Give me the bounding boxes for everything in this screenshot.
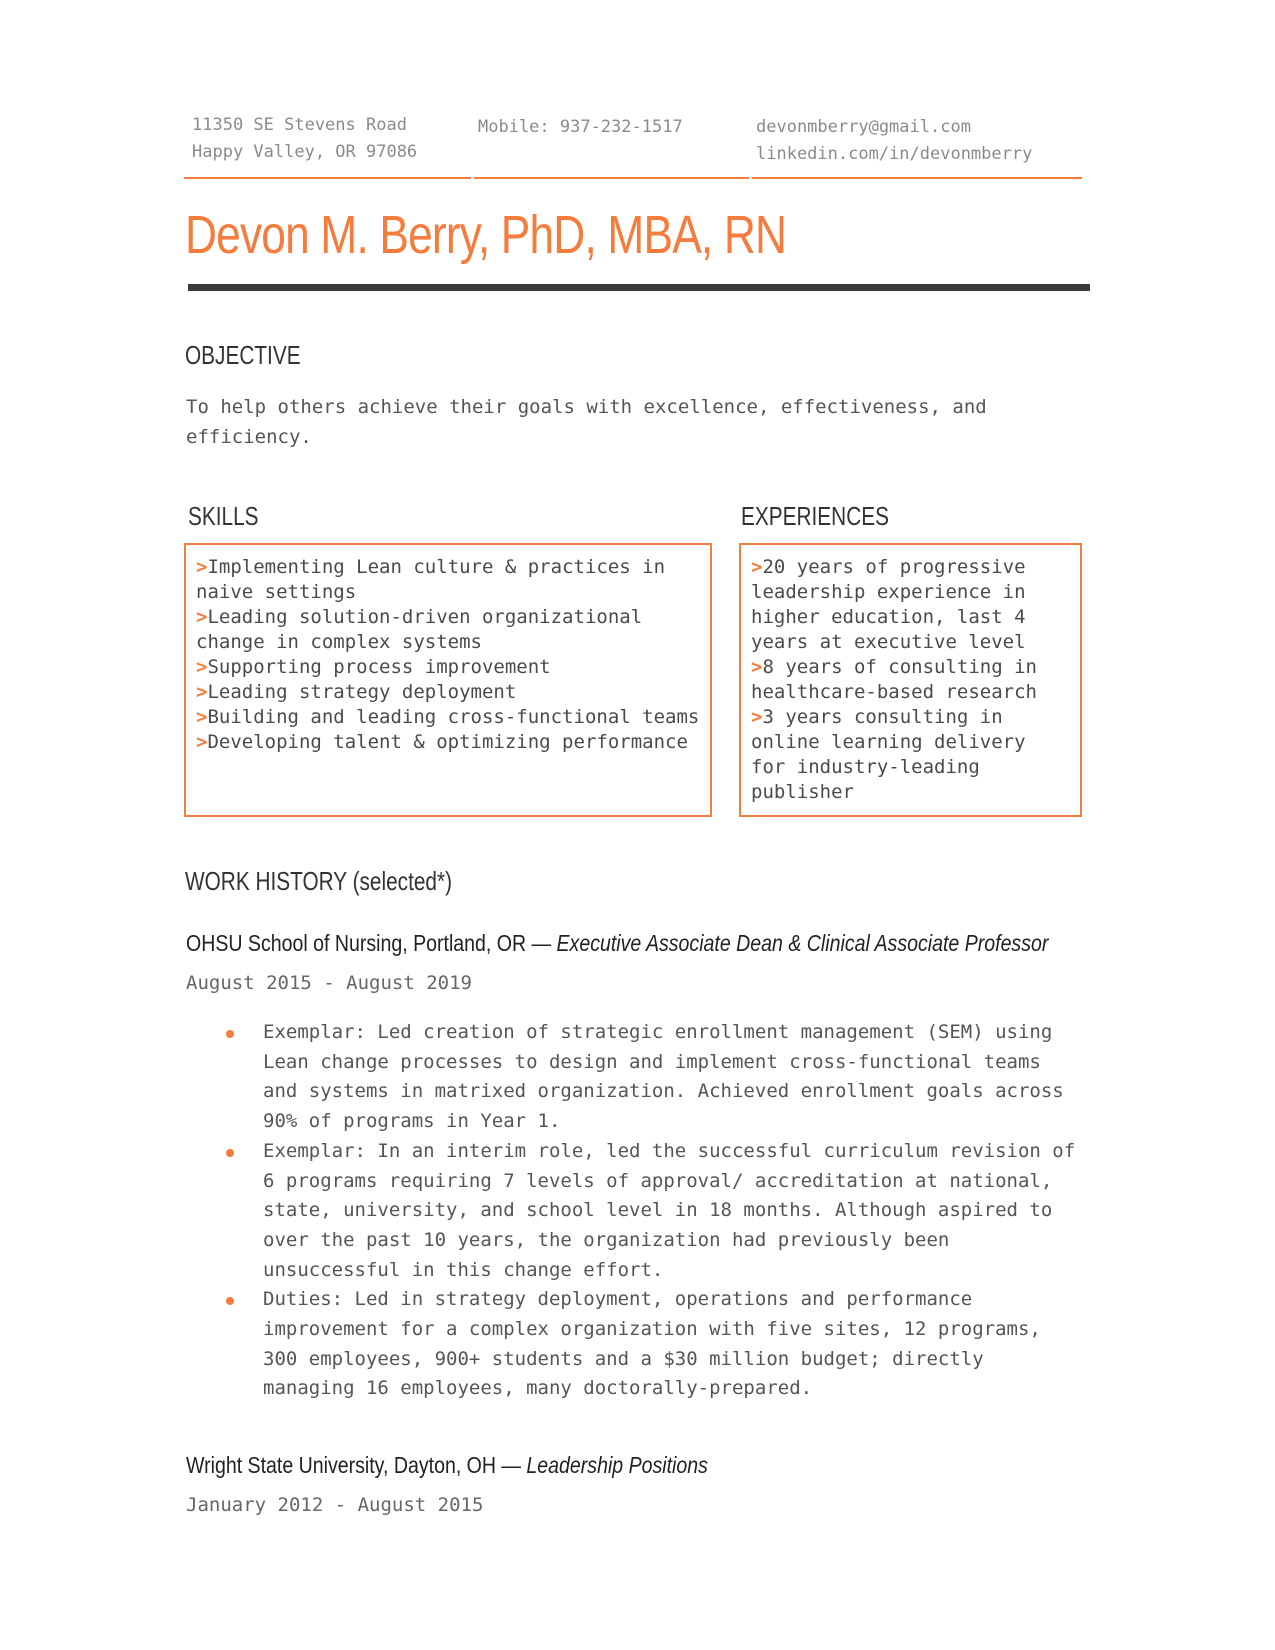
job-org: OHSU School of Nursing, Portland, OR —: [186, 930, 557, 956]
skill-item: >Developing talent & optimizing performance: [196, 731, 688, 753]
job-dates-ohsu: August 2015 - August 2019: [186, 972, 472, 994]
skill-item: >Implementing Lean culture & practices in naive settings: [196, 556, 666, 603]
chevron-right-icon: >: [196, 556, 208, 578]
skill-item: >Building and leading cross-functional teams: [196, 706, 700, 728]
work-history-heading: WORK HISTORY (selected*): [185, 866, 453, 896]
address-line-1: 11350 SE Stevens Road: [192, 115, 407, 135]
job-org: Wright State University, Dayton, OH —: [186, 1452, 527, 1478]
job-dates-wright-state: January 2012 - August 2015: [186, 1494, 484, 1516]
experiences-box: [739, 543, 1082, 817]
chevron-right-icon: >: [196, 656, 208, 678]
experience-item: >20 years of progressive leadership experience in higher education, last 4 years at executive level: [751, 556, 1026, 653]
bullet-icon: [226, 1149, 234, 1157]
contact-divider-2: [474, 177, 749, 179]
email-link[interactable]: devonmberry@gmail.com: [756, 117, 971, 137]
contact-phone: [478, 114, 683, 141]
contact-divider-1: [184, 177, 471, 179]
objective-heading: OBJECTIVE: [185, 340, 301, 370]
chevron-right-icon: >: [196, 706, 208, 728]
chevron-right-icon: >: [751, 706, 763, 728]
chevron-right-icon: >: [196, 681, 208, 703]
job-bullets-ohsu: [186, 1018, 1086, 1404]
chevron-right-icon: >: [751, 656, 763, 678]
skills-box: [184, 543, 712, 817]
skills-heading: SKILLS: [188, 501, 259, 531]
chevron-right-icon: >: [751, 556, 763, 578]
linkedin-link[interactable]: linkedin.com/in/devonmberry: [756, 144, 1033, 164]
skill-item: >Leading solution-driven organizational change in complex systems: [196, 606, 643, 653]
experience-item: >3 years consulting in online learning delivery for industry-leading publisher: [751, 706, 1026, 803]
list-item: Exemplar: In an interim role, led the successful curriculum revision of 6 programs requiring 7 levels of approval/ accreditation at national, state, university, and school level in 18 months. Although aspired to over the past 10 years, the organization had previously been unsuccessful in this change effort.: [186, 1137, 1086, 1286]
skill-item: >Leading strategy deployment: [196, 681, 517, 703]
chevron-right-icon: >: [196, 606, 208, 628]
experiences-heading: EXPERIENCES: [741, 501, 889, 531]
job-role: Leadership Positions: [526, 1452, 708, 1478]
job-role: Executive Associate Dean & Clinical Associate Professor: [556, 930, 1049, 956]
candidate-name: Devon M. Berry, PhD, MBA, RN: [185, 205, 787, 265]
address-line-2: Happy Valley, OR 97086: [192, 142, 418, 162]
contact-divider-3: [752, 177, 1082, 179]
objective-text: To help others achieve their goals with excellence, effectiveness, and efficiency.: [186, 396, 987, 448]
contact-address: [192, 112, 417, 166]
name-divider: [188, 284, 1090, 291]
bullet-icon: [226, 1297, 234, 1305]
experience-item: >8 years of consulting in healthcare-based research: [751, 656, 1037, 703]
contact-online: [756, 114, 1032, 168]
bullet-icon: [226, 1030, 234, 1038]
skill-item: >Supporting process improvement: [196, 656, 551, 678]
list-item: Exemplar: Led creation of strategic enrollment management (SEM) using Lean change processes to design and implement cross-functional teams and systems in matrixed organization. Achieved enrollment goals across 90% of programs in Year 1.: [186, 1018, 1086, 1137]
job-title-wright-state: [186, 1452, 708, 1479]
job-title-ohsu: [186, 930, 1048, 957]
phone-number: Mobile: 937-232-1517: [478, 117, 683, 137]
list-item: Duties: Led in strategy deployment, operations and performance improvement for a complex organization with five sites, 12 programs, 300 employees, 900+ students and a $30 million budget; directly managing 16 employees, many doctorally-prepared.: [186, 1285, 1086, 1404]
chevron-right-icon: >: [196, 731, 208, 753]
